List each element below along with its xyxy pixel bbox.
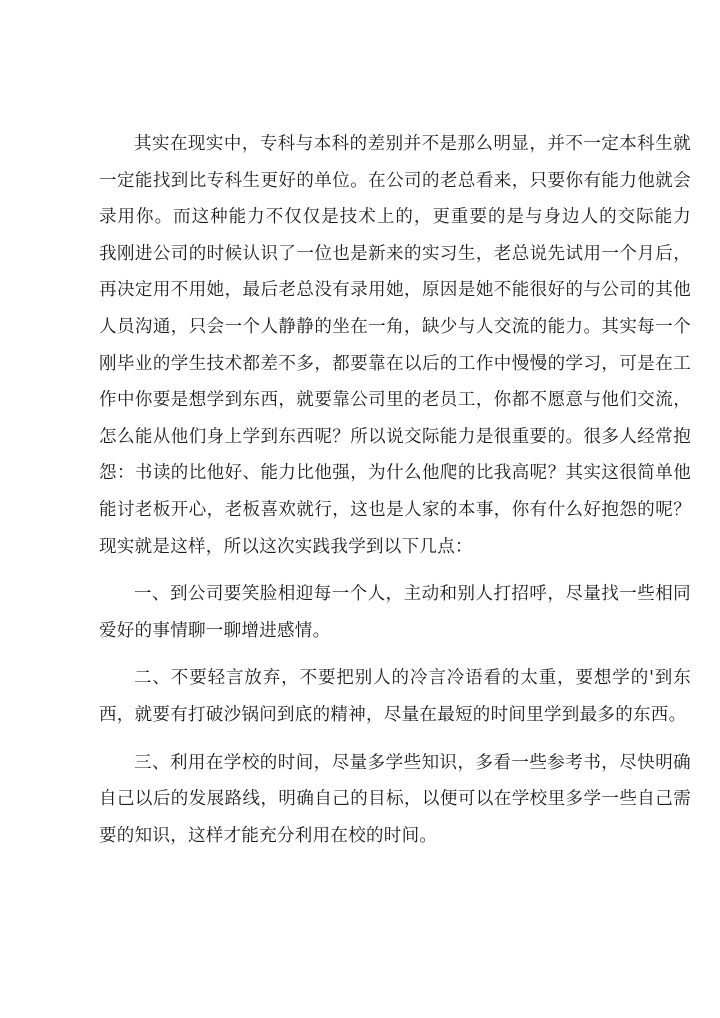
paragraph-point-1: 一、到公司要笑脸相迎每一个人，主动和别人打招呼，尽量找一些相同爱好的事情聊一聊增进感情。 <box>99 584 691 641</box>
paragraph-point-3: 三、利用在学校的时间，尽量多学些知识，多看一些参考书，尽快明确自己以后的发展路线，明确自己的目标，以便可以在学校里多学一些自己需要的知识，这样才能充分利用在校的时间。 <box>99 752 691 846</box>
document-body <box>99 126 691 854</box>
paragraph-point-2: 二、不要轻言放弃，不要把别人的冷言冷语看的太重，要想学的'到东西，就要有打破沙锅问到底的精神，尽量在最短的时间里学到最多的东西。 <box>99 668 691 725</box>
paragraph-intro: 其实在现实中，专科与本科的差别并不是那么明显，并不一定本科生就一定能找到比专科生更好的单位。在公司的老总看来，只要你有能力他就会录用你。而这种能力不仅仅是技术上的，更重要的是与身边人的交际能力 我刚进公司的时候认识了一位也是新来的实习生，老总说先试用一个月后，再决定用不用她，最后老总没有录用她，原因是她不能很好的与公司的其他人员沟通，只会一个人静静的坐在一角，缺少与人交流的能力。其实每一个刚毕业的学生技术都差不多，都要靠在以后的工作中慢慢的学习，可是在工作中你要是想学到东西，就要靠公司里的老员工，你都不愿意与他们交流，怎么能从他们身上学到东西呢？所以说交际能力是很重要的。很多人经常抱怨：书读的比他好、能力比他强，为什么他爬的比我高呢？其实这很简单他能讨老板开心，老板喜欢就行，这也是人家的本事，你有什么好抱怨的呢？现实就是这样，所以这次实践我学到以下几点： <box>99 134 691 557</box>
